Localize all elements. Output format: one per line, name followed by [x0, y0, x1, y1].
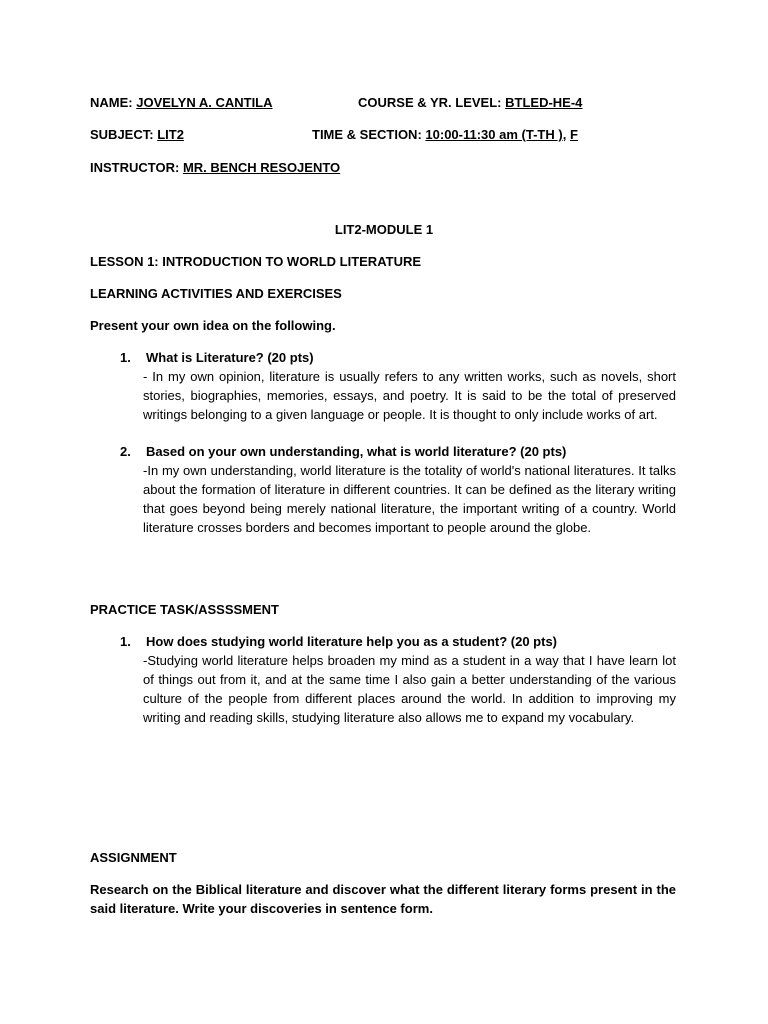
time-label: TIME & SECTION:: [312, 127, 422, 142]
instructor-value: MR. BENCH RESOJENTO: [182, 160, 341, 175]
question-answer: -Studying world literature helps broaden my mind as a student in a way that I have learn lot of things out from it, and at the same time I also gain a better understanding of the various culture of the people from different places around the world. In addition to improving my writing and reading skills, studying literature also allows me to expand my vocabulary.: [143, 653, 676, 725]
time-section-field: [312, 125, 578, 144]
course-label: COURSE & YR. LEVEL:: [358, 95, 502, 110]
lesson-title: LESSON 1: INTRODUCTION TO WORLD LITERATURE: [90, 254, 422, 269]
question-title: How does studying world literature help you as a student? (20 pts): [146, 634, 557, 649]
course-field: [358, 93, 582, 112]
subject-field: [90, 125, 184, 144]
instructor-label: INSTRUCTOR:: [90, 160, 180, 175]
time-separator: ,: [562, 127, 567, 142]
time-value: 10:00-11:30 am (T-TH ): [425, 127, 563, 142]
activities-heading: LEARNING ACTIVITIES AND EXERCISES: [90, 286, 342, 301]
subject-value: LIT2: [157, 127, 184, 142]
practice-heading: PRACTICE TASK/ASSSSMENT: [90, 602, 279, 617]
assignment-heading: ASSIGNMENT: [90, 850, 177, 865]
name-value: JOVELYN A. CANTILA: [136, 95, 273, 110]
module-title: LIT2-MODULE 1: [334, 222, 434, 237]
instruction-text: Present your own idea on the following.: [90, 318, 336, 333]
section-value: F: [569, 127, 578, 142]
assignment-text: Research on the Biblical literature and discover what the different literary forms present in the said literature. Write your discoveries in sentence form.: [90, 882, 676, 916]
name-label: NAME:: [90, 95, 133, 110]
name-field: [90, 93, 273, 112]
question-number: 2.: [120, 444, 131, 459]
question-number: 1.: [120, 634, 131, 649]
subject-label: SUBJECT:: [90, 127, 154, 142]
question-number: 1.: [120, 350, 131, 365]
instructor-field: [90, 158, 340, 177]
course-value: BTLED-HE-4: [505, 95, 583, 110]
question-title: What is Literature? (20 pts): [146, 350, 314, 365]
question-answer: - In my own opinion, literature is usually refers to any written works, such as novels, short stories, biographies, memories, essays, and poetry. It is said to be the total of preserved writings belonging to a given language or people. It is thought to only include works of art.: [143, 369, 676, 422]
question-title: Based on your own understanding, what is world literature? (20 pts): [146, 444, 567, 459]
question-answer: -In my own understanding, world literature is the totality of world's national literatures. It talks about the formation of literature in different countries. It can be defined as the literary writing that goes beyond being merely national literature, the important writing of a country. World literature crosses borders and becomes important to people around the globe.: [143, 463, 676, 535]
